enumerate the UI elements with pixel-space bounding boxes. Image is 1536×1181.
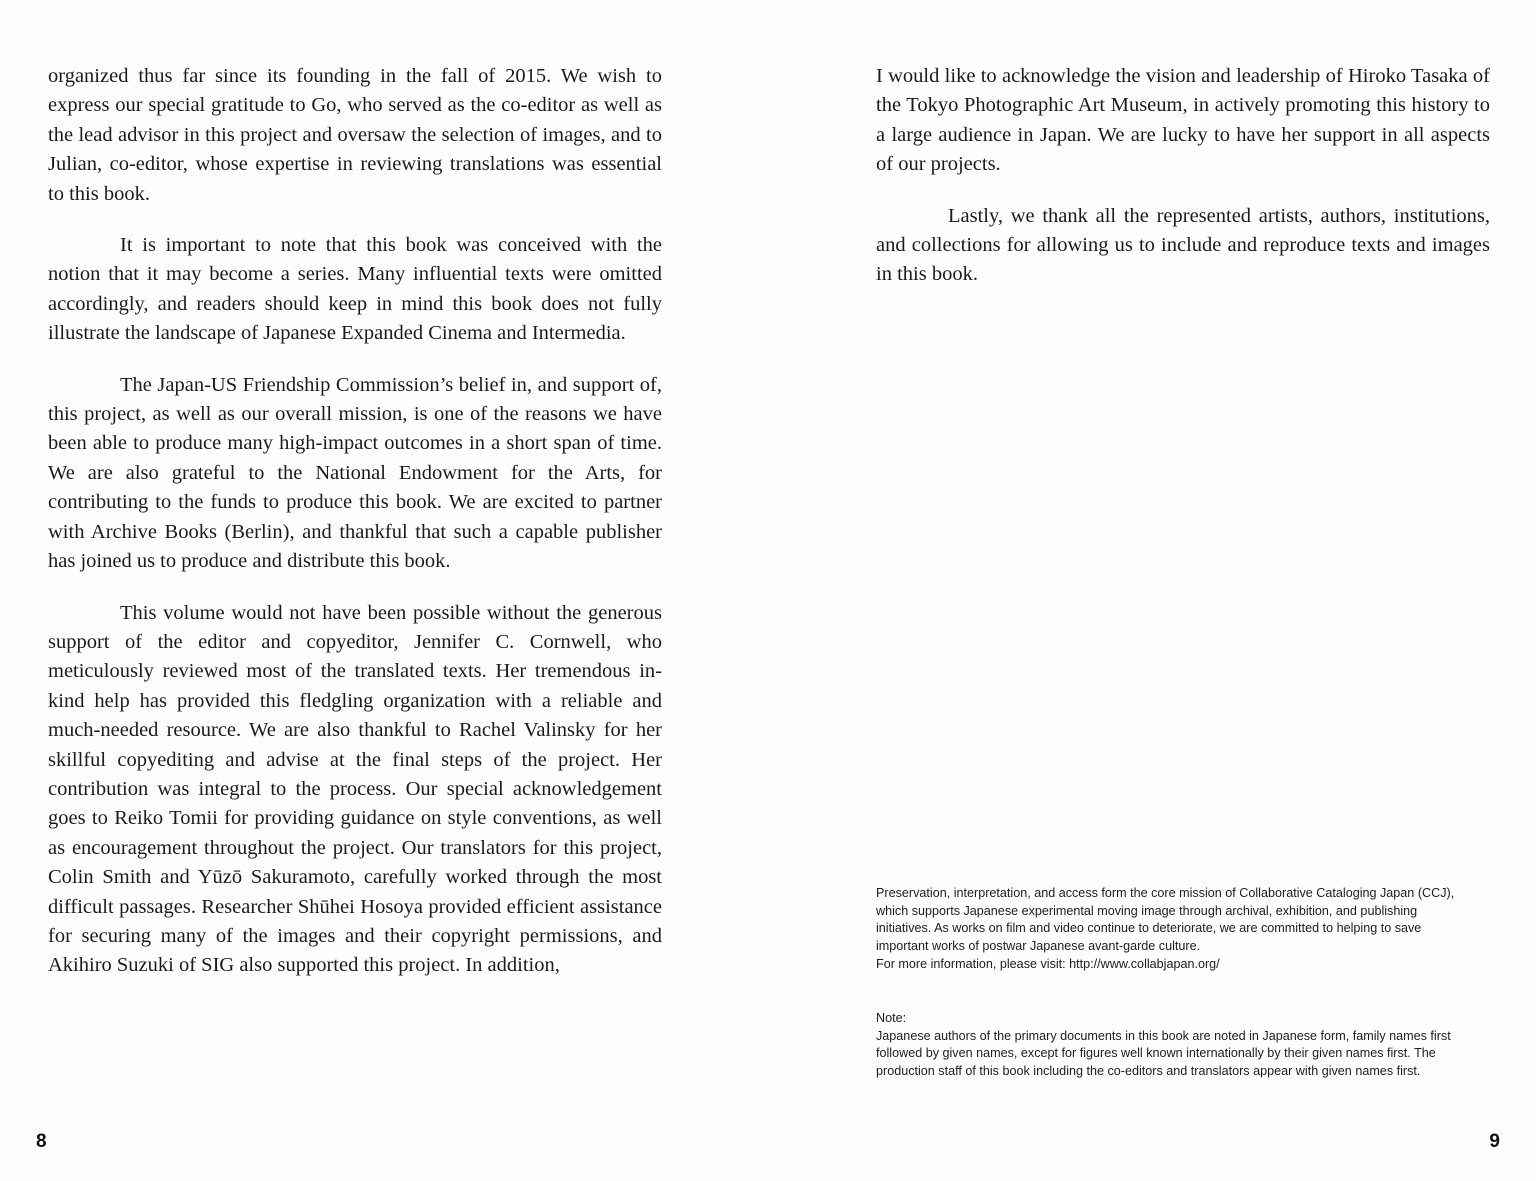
- colophon-notes: [876, 885, 1471, 1080]
- mission-url-line: For more information, please visit: http://www.collabjapan.org/: [876, 957, 1220, 972]
- left-page-text-column: [48, 62, 662, 981]
- paragraph: organized thus far since its founding in the fall of 2015. We wish to express our special gratitude to Go, who served as the co-editor as well as the lead advisor in this project and oversaw the selection of images, and to Julian, co-editor, whose expertise in reviewing translations was essential to this book.: [48, 65, 662, 205]
- right-page-text-column: [876, 62, 1490, 290]
- mission-statement: [876, 885, 1471, 974]
- mission-text: Preservation, interpretation, and access form the core mission of Collaborative Cataloging Japan (CCJ), which supports Japanese experimental moving image through archival, exhibition, and publishing initiatives. As works on film and video continue to deteriorate, we are committed to helping to save important works of postwar Japanese avant-garde culture.: [876, 886, 1455, 953]
- paragraph: This volume would not have been possible without the generous support of the editor and copyeditor, Jennifer C. Cornwell, who meticulously reviewed most of the translated texts. Her tremendous in-kind help has provided this fledgling organization with a reliable and much-needed resource. We are also thankful to Rachel Valinsky for her skillful copyediting and advise at the final steps of the project. Her contribution was integral to the process. Our special acknowledgement goes to Reiko Tomii for providing guidance on style conventions, as well as encouragement throughout the project. Our translators for this project, Colin Smith and Yūzō Sakuramoto, carefully worked through the most difficult passages. Researcher Shūhei Hosoya provided efficient assistance for securing many of the images and their copyright permissions, and Akihiro Suzuki of SIG also supported this project. In addition,: [48, 601, 662, 977]
- paragraph: I would like to acknowledge the vision and leadership of Hiroko Tasaka of the Tokyo Photographic Art Museum, in actively promoting this history to a large audience in Japan. We are lucky to have her support in all aspects of our projects.: [876, 65, 1490, 176]
- page-number-left: 8: [36, 1131, 47, 1152]
- paragraph: The Japan-US Friendship Commission’s belief in, and support of, this project, as well as our overall mission, is one of the reasons we have been able to produce many high-impact outcomes in a short span of time. We are also grateful to the National Endowment for the Arts, for contributing to the funds to produce this book. We are excited to partner with Archive Books (Berlin), and thankful that such a capable publisher has joined us to produce and distribute this book.: [48, 373, 662, 573]
- page-number-right: 9: [1489, 1131, 1500, 1152]
- editorial-note: [876, 1010, 1471, 1080]
- note-label: Note:: [876, 1010, 907, 1025]
- paragraph: It is important to note that this book was conceived with the notion that it may become a series. Many influential texts were omitted accordingly, and readers should keep in mind this book does not fully illustrate the landscape of Japanese Expanded Cinema and Intermedia.: [48, 234, 662, 345]
- note-text: Japanese authors of the primary documents in this book are noted in Japanese form, family names first followed by given names, except for figures well known internationally by their given names first. The production staff of this book including the co-editors and translators appear with given names first.: [876, 1028, 1451, 1078]
- paragraph: Lastly, we thank all the represented artists, authors, institutions, and collections for allowing us to include and reproduce texts and images in this book.: [876, 204, 1490, 286]
